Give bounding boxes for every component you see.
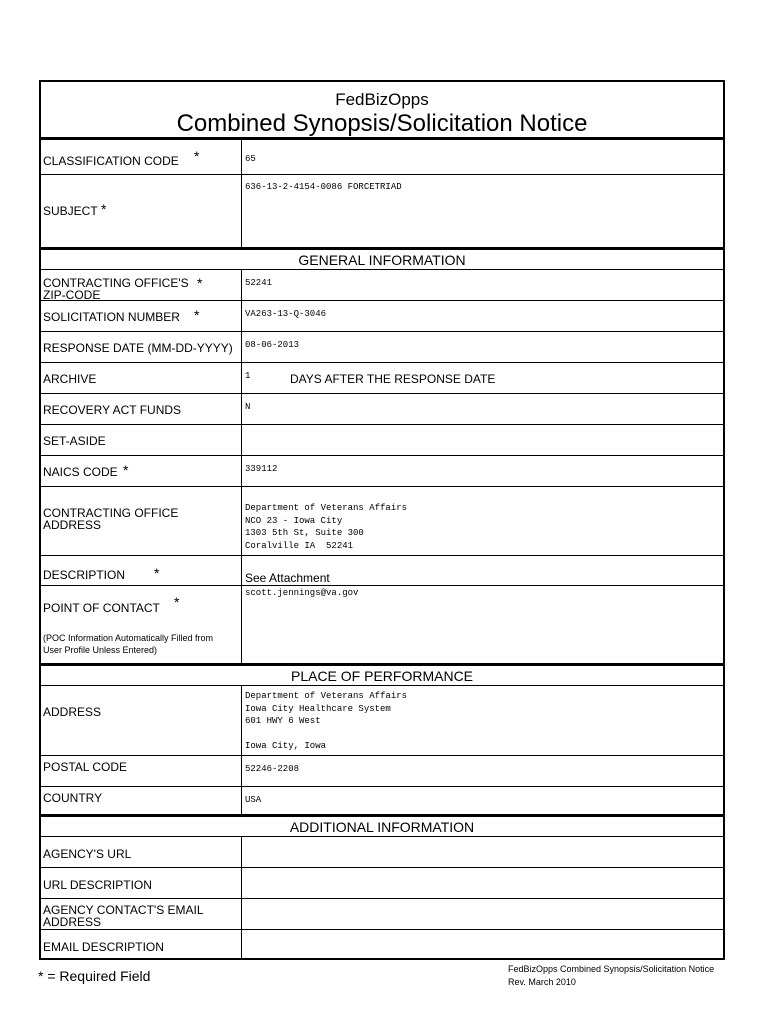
column-divider [241,140,242,248]
postal-code-value[interactable]: 52246-2208 [245,764,300,774]
archive-label: ARCHIVE [43,372,97,386]
archive-suffix: DAYS AFTER THE RESPONSE DATE [290,372,496,386]
row-divider [41,362,723,363]
form-title: Combined Synopsis/Solicitation Notice [176,110,588,137]
required-star: * [101,201,107,217]
row-divider [41,331,723,332]
agency-email-label: AGENCY CONTACT'S EMAIL ADDRESS [43,903,204,929]
required-star: * [197,275,203,291]
point-of-contact-label: POINT OF CONTACT [43,601,160,615]
revision-footer: Rev. March 2010 [508,977,576,987]
agency-url-label: AGENCY'S URL [43,847,132,861]
required-star: * [194,307,200,323]
country-value[interactable]: USA [245,795,262,805]
email-description-label: EMAIL DESCRIPTION [43,940,164,954]
zip-code-label: CONTRACTING OFFICE'S ZIP-CODE [43,276,189,302]
section-rule [41,247,723,250]
recovery-act-funds-value[interactable]: N [245,402,251,412]
section-place-of-performance: PLACE OF PERFORMANCE [290,668,474,684]
column-divider [241,269,242,664]
contracting-office-address-value[interactable]: Department of Veterans Affairs NCO 23 - Iowa City 1303 5th St, Suite 300 Coralville IA 52241 [245,503,408,551]
title-rule [41,137,723,140]
country-label: COUNTRY [43,791,103,805]
naics-code-label: NAICS CODE [43,465,118,479]
poc-note: (POC Information Automatically Filled from User Profile Unless Entered) [43,633,214,655]
archive-value[interactable]: 1 [245,371,251,381]
section-general-information: GENERAL INFORMATION [298,252,466,268]
pop-address-value[interactable]: Department of Veterans Affairs Iowa City Healthcare System 601 HWY 6 West Iowa City, Iowa [245,691,408,751]
required-field-legend: * = Required Field [38,968,151,984]
solicitation-number-label: SOLICITATION NUMBER [43,310,180,324]
row-divider [41,755,723,756]
column-divider [241,685,242,815]
row-divider [41,424,723,425]
row-divider [41,269,723,270]
column-divider [241,836,242,960]
postal-code-label: POSTAL CODE [43,760,128,774]
required-star: * [194,148,200,164]
point-of-contact-value[interactable]: scott.jennings@va.gov [245,588,359,598]
row-divider [41,174,723,175]
required-star: * [123,462,129,478]
description-label: DESCRIPTION [43,568,126,582]
classification-code-label: CLASSIFICATION CODE [43,154,179,168]
naics-code-value[interactable]: 339112 [245,464,278,474]
row-divider [41,786,723,787]
recovery-act-funds-label: RECOVERY ACT FUNDS [43,403,182,417]
row-divider [41,455,723,456]
row-divider [41,836,723,837]
notice-form [39,80,725,960]
solicitation-number-value[interactable]: VA263-13-Q-3046 [245,309,327,319]
row-divider [41,585,723,586]
subject-label: SUBJECT [43,204,98,218]
row-divider [41,393,723,394]
row-divider [41,486,723,487]
subject-value[interactable]: 636-13-2-4154-0086 FORCETRIAD [245,182,402,192]
required-star: * [154,565,160,581]
row-divider [41,867,723,868]
section-rule [41,663,723,666]
response-date-label: RESPONSE DATE (MM-DD-YYYY) [43,341,233,355]
section-additional-information: ADDITIONAL INFORMATION [289,819,475,835]
classification-code-value[interactable]: 65 [245,154,256,164]
required-star: * [174,594,180,610]
row-divider [41,555,723,556]
zip-code-value[interactable]: 52241 [245,278,273,288]
row-divider [41,929,723,930]
pop-address-label: ADDRESS [43,705,102,719]
url-description-label: URL DESCRIPTION [43,878,152,892]
response-date-value[interactable]: 08-06-2013 [245,340,300,350]
site-name: FedBizOpps [335,90,429,109]
row-divider [41,898,723,899]
row-divider [41,685,723,686]
set-aside-label: SET-ASIDE [43,434,106,448]
section-rule [41,814,723,817]
description-value[interactable]: See Attachment [245,571,330,585]
contracting-office-address-label: CONTRACTING OFFICE ADDRESS [43,506,179,532]
form-name-footer: FedBizOpps Combined Synopsis/Solicitation Notice [508,964,715,974]
